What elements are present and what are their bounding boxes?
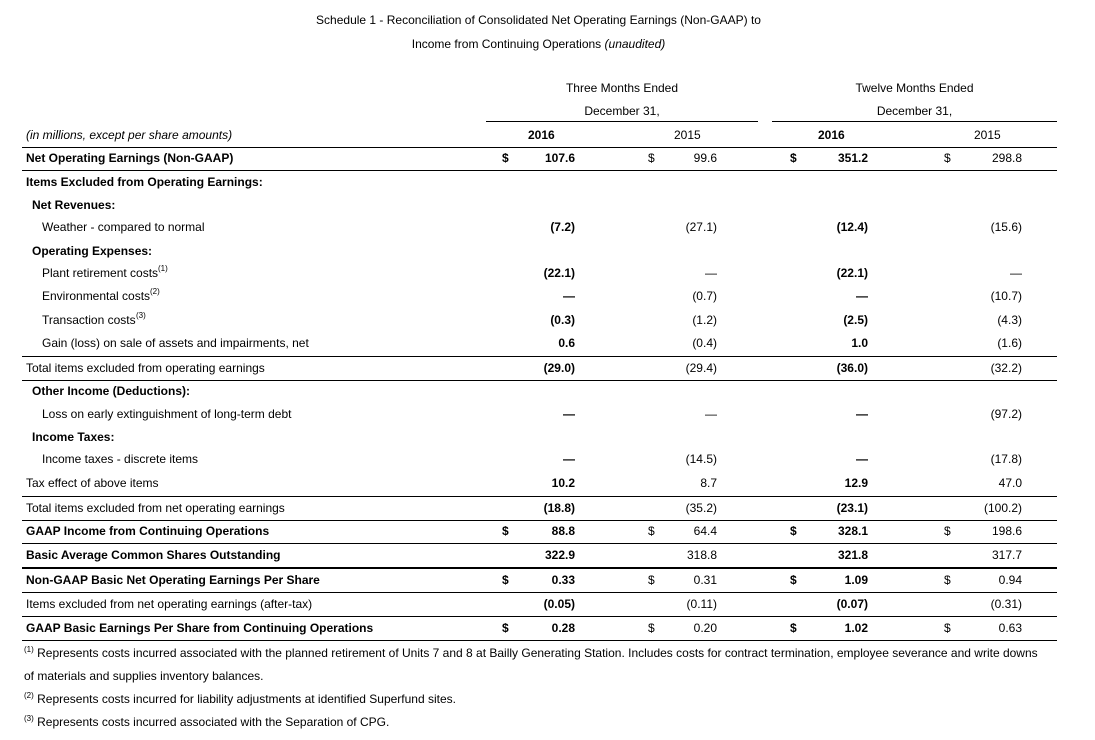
value-cell-q15: (35.2)	[685, 501, 717, 515]
row-label: Transaction costs	[42, 313, 136, 327]
header-rule-twelve-months	[772, 121, 1057, 122]
value-cell-q16: 107.6	[544, 151, 575, 165]
value-cell-y15: (1.6)	[997, 336, 1022, 350]
footnote-1-cont: of materials and supplies inventory balances.	[24, 669, 264, 683]
row-label: GAAP Basic Earnings Per Share from Continuing Operations	[26, 621, 374, 635]
value-cell-y15: (97.2)	[990, 407, 1022, 421]
table-row	[22, 240, 1057, 263]
value-cell-q15: (14.5)	[685, 452, 717, 466]
value-cell-q15: (0.7)	[692, 289, 717, 303]
value-cell-q15: (0.11)	[686, 597, 717, 611]
value-cell-q16: (18.8)	[543, 501, 575, 515]
table-row	[22, 520, 1057, 544]
value-cell-y15: (4.3)	[997, 313, 1022, 327]
value-cell-y16: (2.5)	[843, 313, 868, 327]
value-cell-y16: (22.1)	[836, 266, 868, 280]
report-title-line1: Schedule 1 - Reconciliation of Consolidated Net Operating Earnings (Non-GAAP) to	[316, 13, 761, 27]
units-note: (in millions, except per share amounts)	[26, 128, 233, 142]
table-row	[22, 147, 1057, 171]
table-row	[22, 194, 1057, 217]
dollar-sign: $	[944, 524, 951, 538]
table-row	[22, 496, 1057, 521]
value-cell-y15: 0.63	[998, 621, 1022, 635]
row-label: Non-GAAP Basic Net Operating Earnings Per Share	[26, 573, 320, 587]
report-title-main: Income from Continuing Operations	[411, 37, 602, 51]
value-cell-y16: (23.1)	[836, 501, 868, 515]
value-cell-q15: 99.6	[693, 151, 717, 165]
header-three-months: Three Months Ended	[565, 81, 679, 95]
row-label: Total items excluded from operating earnings	[26, 361, 265, 375]
table-row	[22, 403, 1057, 426]
value-cell-q16: 322.9	[544, 548, 575, 562]
value-cell-q16: —	[563, 407, 575, 421]
value-cell-y16: 321.8	[837, 548, 868, 562]
table-row	[22, 171, 1057, 194]
value-cell-y15: (100.2)	[983, 501, 1022, 515]
dollar-sign: $	[648, 524, 655, 538]
table-row	[22, 472, 1057, 495]
dollar-sign: $	[502, 621, 509, 635]
header-twelve-months: Twelve Months Ended	[855, 81, 974, 95]
row-label: Operating Expenses:	[32, 244, 153, 258]
header-three-months-period: December 31,	[584, 104, 660, 118]
row-label: Items excluded from net operating earnings (after-tax)	[26, 597, 313, 611]
table-row	[22, 617, 1057, 641]
header-rule-three-months	[486, 121, 758, 122]
table-row	[22, 356, 1057, 381]
footnote-marker: (1)	[158, 264, 168, 273]
row-label: Basic Average Common Shares Outstanding	[26, 548, 281, 562]
row-label: Income Taxes:	[32, 430, 115, 444]
value-cell-q15: (29.4)	[685, 361, 717, 375]
value-cell-q16: (29.0)	[543, 361, 575, 375]
value-cell-y16: 1.09	[844, 573, 868, 587]
report-title-unaudited: (unaudited)	[604, 37, 666, 51]
value-cell-y16: (36.0)	[836, 361, 868, 375]
value-cell-q16: 0.6	[558, 336, 575, 350]
dollar-sign: $	[648, 573, 655, 587]
value-cell-q15: —	[705, 266, 717, 280]
value-cell-q16: 88.8	[551, 524, 575, 538]
row-label: Total items excluded from net operating earnings	[26, 501, 285, 515]
value-cell-y16: —	[856, 289, 868, 303]
value-cell-q16: —	[563, 289, 575, 303]
col-2016-q: 2016	[528, 128, 555, 142]
value-cell-q16: (22.1)	[543, 266, 575, 280]
dollar-sign: $	[502, 573, 509, 587]
value-cell-q15: (27.1)	[685, 220, 717, 234]
value-cell-y15: 198.6	[991, 524, 1022, 538]
col-2015-y: 2015	[974, 128, 1001, 142]
value-cell-y16: (0.07)	[836, 597, 868, 611]
dollar-sign: $	[790, 621, 797, 635]
value-cell-q16: (0.3)	[550, 313, 575, 327]
value-cell-y16: 351.2	[837, 151, 868, 165]
value-cell-y15: 0.94	[998, 573, 1022, 587]
row-label: Net Operating Earnings (Non-GAAP)	[26, 151, 234, 165]
row-label: Environmental costs	[42, 289, 151, 303]
dollar-sign: $	[502, 151, 509, 165]
row-label: Weather - compared to normal	[42, 220, 205, 234]
value-cell-q16: (7.2)	[550, 220, 575, 234]
dollar-sign: $	[648, 621, 655, 635]
col-2015-q: 2015	[674, 128, 701, 142]
footnote-3: $^{(3)}$ Represents costs incurred associated with the Separation of CPG.	[24, 714, 390, 729]
year-header-row	[22, 124, 1057, 148]
dollar-sign: $	[502, 524, 509, 538]
value-cell-q16: 10.2	[551, 476, 575, 490]
row-label: Plant retirement costs	[42, 266, 159, 280]
row-label: Tax effect of above items	[26, 476, 159, 490]
value-cell-q15: (0.4)	[692, 336, 717, 350]
value-cell-y16: —	[856, 452, 868, 466]
footnote-1: $^{(1)}$ Represents costs incurred associated with the planned retirement of Units 7 and 8 at Bailly Generating Station. Includes costs for contract termination, employee severance and write downs	[24, 645, 1038, 660]
dollar-sign: $	[944, 621, 951, 635]
table-row	[22, 380, 1057, 403]
dollar-sign: $	[790, 151, 797, 165]
value-cell-q15: 318.8	[686, 548, 717, 562]
table-row	[22, 309, 1057, 332]
row-label: Items Excluded from Operating Earnings:	[26, 175, 263, 189]
table-row	[22, 426, 1057, 449]
footnote-marker: (3)	[136, 311, 146, 320]
table-row	[22, 262, 1057, 285]
value-cell-y16: 1.02	[844, 621, 868, 635]
header-twelve-months-period: December 31,	[876, 104, 953, 118]
table-row	[22, 593, 1057, 617]
table-row	[22, 448, 1057, 471]
value-cell-y15: (0.31)	[990, 597, 1022, 611]
dollar-sign: $	[648, 151, 655, 165]
footnote-2: $^{(2)}$ Represents costs incurred for liability adjustments at identified Superfund sites.	[24, 691, 456, 706]
value-cell-y15: 47.0	[998, 476, 1022, 490]
dollar-sign: $	[944, 573, 951, 587]
row-label: Gain (loss) on sale of assets and impairments, net	[42, 336, 309, 350]
value-cell-q15: 0.20	[693, 621, 717, 635]
value-cell-q16: —	[563, 452, 575, 466]
value-cell-q15: 8.7	[700, 476, 717, 490]
table-row	[22, 216, 1057, 239]
value-cell-y16: 1.0	[851, 336, 868, 350]
row-label: GAAP Income from Continuing Operations	[26, 524, 270, 538]
table-row	[22, 285, 1057, 308]
value-cell-y16: 12.9	[844, 476, 868, 490]
value-cell-q16: 0.28	[551, 621, 575, 635]
value-cell-q15: —	[705, 407, 717, 421]
row-label: Loss on early extinguishment of long-term debt	[42, 407, 292, 421]
row-label: Income taxes - discrete items	[42, 452, 199, 466]
value-cell-q16: (0.05)	[543, 597, 575, 611]
row-label: Net Revenues:	[32, 198, 116, 212]
col-2016-y: 2016	[818, 128, 845, 142]
value-cell-y15: (15.6)	[990, 220, 1022, 234]
value-cell-y15: (17.8)	[990, 452, 1022, 466]
table-row	[22, 544, 1057, 568]
dollar-sign: $	[790, 524, 797, 538]
row-label: Other Income (Deductions):	[32, 384, 191, 398]
value-cell-y16: (12.4)	[836, 220, 868, 234]
value-cell-y16: 328.1	[837, 524, 868, 538]
value-cell-y15: (32.2)	[990, 361, 1022, 375]
value-cell-y15: (10.7)	[990, 289, 1022, 303]
value-cell-q15: 64.4	[693, 524, 717, 538]
table-row	[22, 332, 1057, 355]
value-cell-q15: (1.2)	[692, 313, 717, 327]
dollar-sign: $	[944, 151, 951, 165]
value-cell-y15: —	[1010, 266, 1022, 280]
footnote-marker: (2)	[150, 287, 160, 296]
value-cell-q16: 0.33	[551, 573, 575, 587]
dollar-sign: $	[790, 573, 797, 587]
report-title-line2	[0, 37, 1077, 51]
value-cell-y16: —	[856, 407, 868, 421]
value-cell-y15: 298.8	[991, 151, 1022, 165]
value-cell-y15: 317.7	[991, 548, 1022, 562]
value-cell-q15: 0.31	[693, 573, 717, 587]
table-row	[22, 568, 1057, 593]
